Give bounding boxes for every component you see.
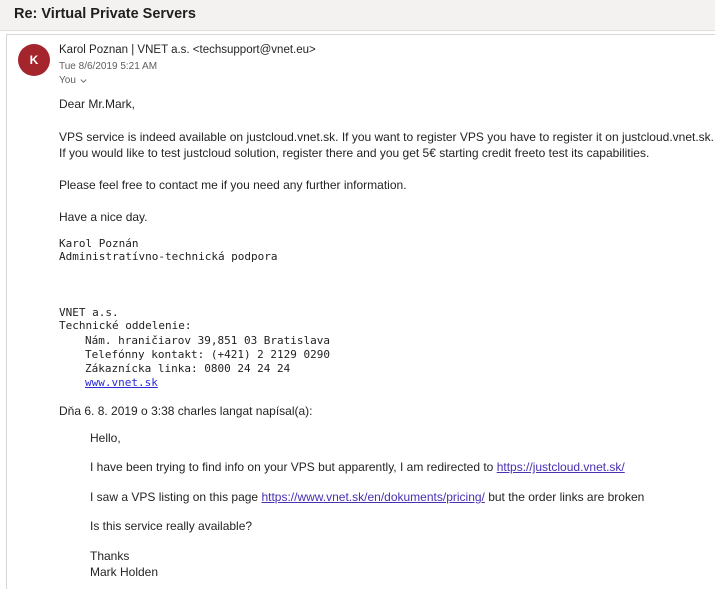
address: Nám. hraničiarov 39,851 03 Bratislava [85,334,331,347]
quoted-greeting: Hello, [90,431,121,445]
quoted-name: Mark Holden [90,565,159,579]
website-link[interactable]: www.vnet.sk [85,376,158,389]
greeting: Dear Mr.Mark, [59,97,136,111]
body-paragraph-1-line-1: VPS service is indeed available on justcloud.vnet.sk. If you want to register VPS you have to register it on justcloud.vnet.sk. [59,130,715,144]
quote-header: Dňa 6. 8. 2019 o 3:38 charles langat napísal(a): [59,404,313,418]
sender-avatar[interactable]: K [18,44,50,76]
quoted-line-2-tail: but the order links are broken [484,490,645,504]
pricing-link[interactable]: https://www.vnet.sk/en/dokuments/pricing/ [261,490,485,504]
company-name: VNET a.s. [59,306,119,319]
chevron-down-icon[interactable] [79,76,88,85]
signature-title: Administratívno-technická podpora [59,250,278,263]
quoted-line-1-text: I have been trying to find info on your VPS but apparently, I am redirected to [90,460,497,474]
quoted-line-2-text: I saw a VPS listing on this page [90,490,262,504]
department: Technické oddelenie: [59,319,192,332]
quoted-line-1 [90,460,625,474]
quoted-line-3: Is this service really available? [90,519,253,533]
body-paragraph-1-line-2: If you would like to test justcloud solution, register there and you get 5€ starting credit freeto test its capabilities. [59,146,650,160]
signature-name: Karol Poznán [59,237,139,250]
quoted-line-2 [90,490,644,504]
message-date: Tue 8/6/2019 5:21 AM [59,61,158,72]
subject-bar [0,0,715,31]
recipient-line[interactable] [59,75,88,86]
hotline: Zákaznícka linka: 0800 24 24 24 [85,362,291,375]
sender-name[interactable]: Karol Poznan | VNET a.s. <techsupport@vnet.eu> [59,44,316,56]
justcloud-link[interactable]: https://justcloud.vnet.sk/ [496,460,625,474]
email-subject: Re: Virtual Private Servers [14,6,196,22]
recipient-label: You [59,75,76,86]
body-paragraph-2: Please feel free to contact me if you need any further information. [59,178,407,192]
quoted-thanks: Thanks [90,549,130,563]
phone: Telefónny kontakt: (+421) 2 2129 0290 [85,348,331,361]
closing: Have a nice day. [59,210,148,224]
